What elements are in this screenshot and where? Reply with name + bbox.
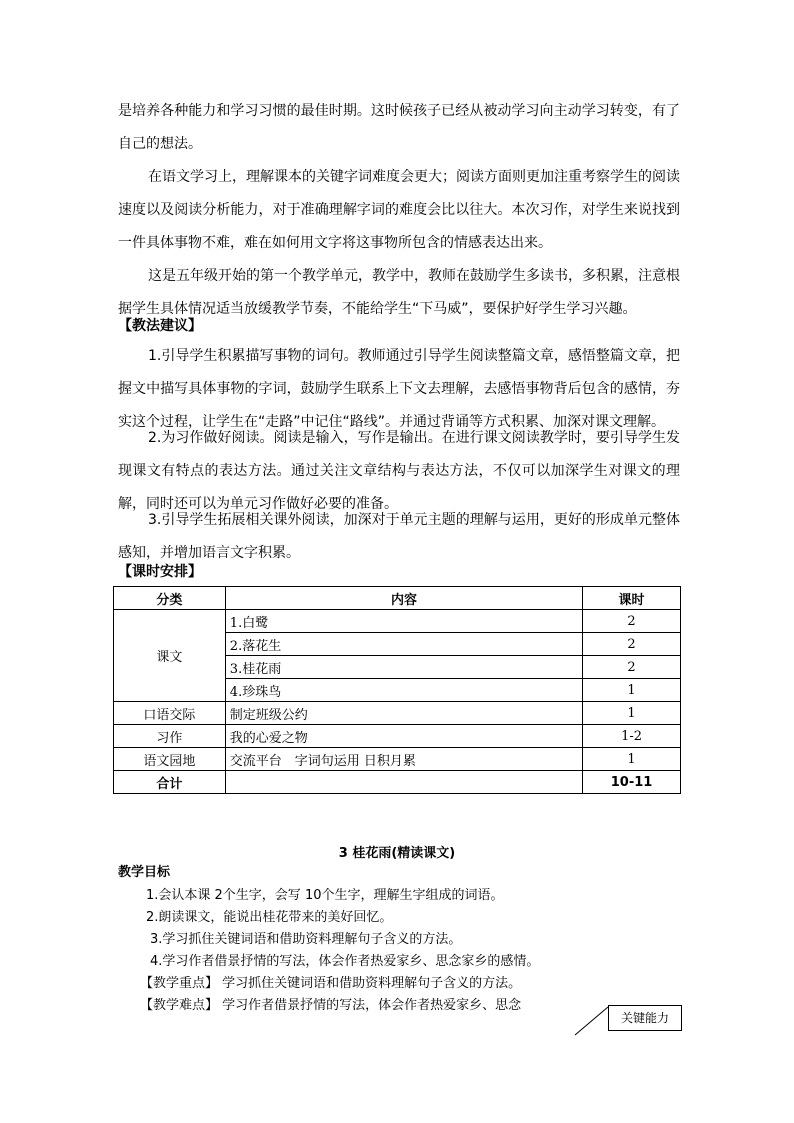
paragraph-intro: 是培养各种能力和学习习惯的最佳时期。这时候孩子已经从被动学习向主动学习转变，有了自己的想法。 [118,103,680,152]
hours-cell: 2 [583,633,681,656]
total-content-cell [225,771,582,794]
table-total-row [114,771,681,794]
table-row [114,725,681,748]
teaching-advice-heading: 【教法建议】 [118,318,202,334]
advice-item-3: 3.引导学生拓展相关课外阅读，加深对于单元主题的理解与运用，更好的形成单元整体感知，并增加语言文字积累。 [118,512,680,561]
category-cell: 语文园地 [114,748,226,771]
hours-cell: 1 [583,748,681,771]
goal-item-1: 1.会认本课 2个生字，会写 10个生字，理解生字组成的词语。 [146,888,504,903]
goals-heading: 教学目标 [118,865,171,880]
paragraph-reading: 在语文学习上，理解课本的关键字词难度会更大；阅读方面则更加注重考察学生的阅读速度以及阅读分析能力，对于准确理解字词的难度会比以往大。本次习作，对学生来说找到一件具体事物不难，难在如何用文字将这事物所包含的情感表达出来。 [118,169,680,251]
table-header-row [114,587,681,610]
hours-cell: 2 [583,656,681,679]
key-point: 【教学重点】 学习抓住关键词语和借助资料理解句子含义的方法。 [140,976,522,991]
advice-item-2: 2.为习作做好阅读。阅读是输入，写作是输出。在进行课文阅读教学时，要引导学生发现课文有特点的表达方法。通过关注文章结构与表达方法，不仅可以加深学生对课文的理解，同时还可以为单元习作做好必要的准备。 [118,430,680,512]
column-header: 内容 [225,587,582,610]
advice-item-1: 1.引导学生积累描写事物的词句。教师通过引导学生阅读整篇文章，感悟整篇文章，把握文中描写具体事物的字词，鼓励学生联系上下文去理解，去感悟事物背后包含的感情，夯实这个过程，让学生在“走路”中记住“路线”。并通过背诵等方式积累、加深对课文理解。 [118,348,680,430]
hours-cell: 1 [583,702,681,725]
schedule-heading: 【课时安排】 [118,564,202,580]
content-cell: 制定班级公约 [225,702,582,725]
difficult-point: 【教学难点】 学习作者借景抒情的写法，体会作者热爱家乡、思念 [140,998,522,1013]
category-cell: 习作 [114,725,226,748]
column-header: 分类 [114,587,226,610]
total-hours: 10-11 [583,771,681,794]
callout-line [574,1006,610,1036]
column-header: 课时 [583,587,681,610]
schedule-table [113,586,681,794]
category-cell: 课文 [114,610,226,702]
content-cell: 4.珍珠鸟 [225,679,582,702]
goal-item-4: 4.学习作者借景抒情的写法，体会作者热爱家乡、思念家乡的感情。 [150,954,540,969]
table-row [114,702,681,725]
goal-item-2: 2.朗读课文，能说出桂花带来的美好回忆。 [146,910,393,925]
hours-cell: 1-2 [583,725,681,748]
hours-cell: 1 [583,679,681,702]
total-label: 合计 [114,771,226,794]
content-cell: 交流平台 字词句运用 日积月累 [225,748,582,771]
content-cell: 我的心爱之物 [225,725,582,748]
paragraph-unit: 这是五年级开始的第一个教学单元，教学中，教师在鼓励学生多读书，多积累，注意根据学生具体情况适当放缓教学节奏，不能给学生“下马威”，要保护好学生学习兴趣。 [118,268,680,317]
table-row [114,610,681,633]
content-cell: 1.白鹭 [225,610,582,633]
hours-cell: 2 [583,610,681,633]
content-cell: 3.桂花雨 [225,656,582,679]
lesson-title: 3 桂花雨(精读课文) [338,846,456,861]
table-row [114,748,681,771]
content-cell: 2.落花生 [225,633,582,656]
goal-item-3: 3.学习抓住关键词语和借助资料理解句子含义的方法。 [150,932,462,947]
category-cell: 口语交际 [114,702,226,725]
key-ability-callout: 关键能力 [608,1005,682,1031]
